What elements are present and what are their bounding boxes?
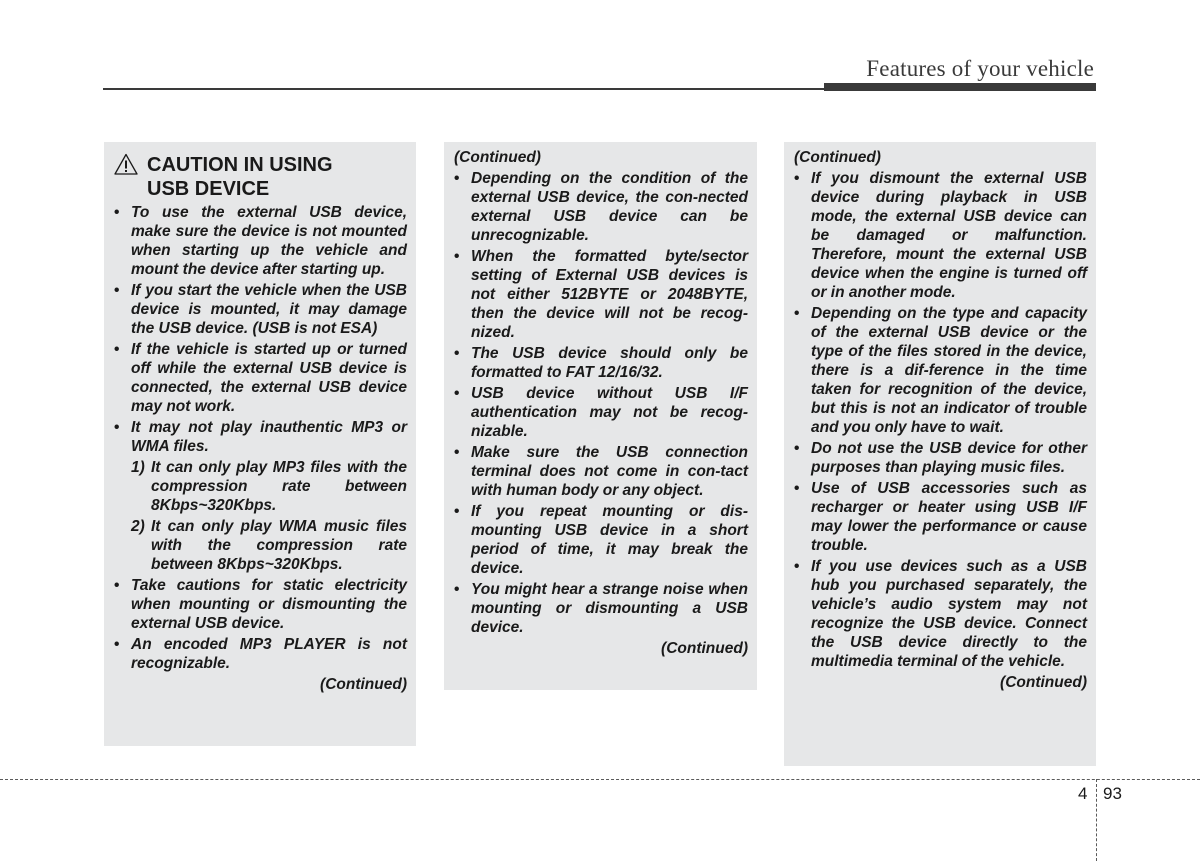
list-item: • Do not use the USB device for other purposes than playing music files. bbox=[794, 439, 1087, 477]
caution-heading bbox=[114, 153, 407, 201]
caution-list bbox=[794, 169, 1087, 671]
list-item-with-sublist bbox=[114, 418, 407, 574]
list-item: • An encoded MP3 PLAYER is not recognizable. bbox=[114, 635, 407, 673]
list-item: • To use the external USB device, make sure the device is not mounted when starting up the vehicle and mount the device after starting up. bbox=[114, 203, 407, 279]
continued-label: (Continued) bbox=[661, 640, 748, 657]
footer-dashed-rule bbox=[0, 779, 1200, 780]
list-item: • USB device without USB I/F authentication may not be recog-nizable. bbox=[454, 384, 748, 441]
list-item: • If you dismount the external USB device during playback in USB mode, the external USB device can be damaged or malfunction. Therefore, mount the external USB device when the engine is turned off or in another mode. bbox=[794, 169, 1087, 302]
sub-list-number: 2) bbox=[131, 518, 145, 535]
list-item: • Use of USB accessories such as recharger or heater using USB I/F may lower the performance or cause trouble. bbox=[794, 479, 1087, 555]
caution-list bbox=[454, 169, 748, 637]
list-item: • If you use devices such as a USB hub you purchased separately, the vehicle’s audio system may not recognize the USB device. Connect the USB device directly to the multimedia terminal of the vehicle. bbox=[794, 557, 1087, 671]
list-item: • If the vehicle is started up or turned off while the external USB device is connected, the external USB device may not work. bbox=[114, 340, 407, 416]
header-rule bbox=[103, 88, 825, 90]
caution-list bbox=[114, 203, 407, 673]
page-header-title: Features of your vehicle bbox=[866, 56, 1094, 81]
list-item: • If you start the vehicle when the USB device is mounted, it may damage the USB device. (USB is not ESA) bbox=[114, 281, 407, 338]
sub-list-text: It can only play MP3 files with the compression rate between 8Kbps~320Kbps. bbox=[151, 459, 407, 514]
caution-box-column-3 bbox=[784, 142, 1096, 766]
continued-label: (Continued) bbox=[794, 149, 881, 166]
sub-list bbox=[131, 458, 407, 574]
footer-dashed-divider bbox=[1096, 779, 1097, 861]
warning-triangle-icon bbox=[114, 153, 138, 175]
caution-heading-line2: USB DEVICE bbox=[147, 178, 270, 200]
sub-list-item bbox=[131, 517, 407, 574]
caution-heading-line1: CAUTION IN USING bbox=[147, 154, 333, 176]
list-item: • When the formatted byte/sector setting of External USB devices is not either 512BYTE or 2048BYTE, then the device will not be recog-nized. bbox=[454, 247, 748, 342]
list-item: • Depending on the condition of the external USB device, the con-nected external USB device can be unrecognizable. bbox=[454, 169, 748, 245]
sub-list-text: It can only play WMA music files with the compression rate between 8Kbps~320Kbps. bbox=[151, 518, 407, 573]
caution-box-column-2 bbox=[444, 142, 757, 690]
list-item: • Make sure the USB connection terminal does not come in con-tact with human body or any object. bbox=[454, 443, 748, 500]
sub-list-item bbox=[131, 458, 407, 515]
list-item: • Depending on the type and capacity of the external USB device or the type of the files stored in the device, there is a dif-ference in the time taken for recognition of the device, but this is not an indicator of trouble and you only have to wait. bbox=[794, 304, 1087, 437]
continued-label: (Continued) bbox=[1000, 674, 1087, 691]
sub-list-number: 1) bbox=[131, 459, 145, 476]
list-item: • Take cautions for static electricity when mounting or dismounting the external USB device. bbox=[114, 576, 407, 633]
header-rule-accent bbox=[824, 83, 1096, 91]
chapter-number: 4 bbox=[1078, 784, 1088, 803]
continued-label: (Continued) bbox=[320, 676, 407, 693]
list-item-text: It may not play inauthentic MP3 or WMA files. bbox=[131, 419, 407, 455]
caution-box-column-1 bbox=[104, 142, 416, 746]
continued-label: (Continued) bbox=[454, 149, 541, 166]
list-item: • If you repeat mounting or dis-mounting USB device in a short period of time, it may break the device. bbox=[454, 502, 748, 578]
page-number: 93 bbox=[1103, 784, 1122, 803]
list-item: • The USB device should only be formatted to FAT 12/16/32. bbox=[454, 344, 748, 382]
list-item: • You might hear a strange noise when mounting or dismounting a USB device. bbox=[454, 580, 748, 637]
